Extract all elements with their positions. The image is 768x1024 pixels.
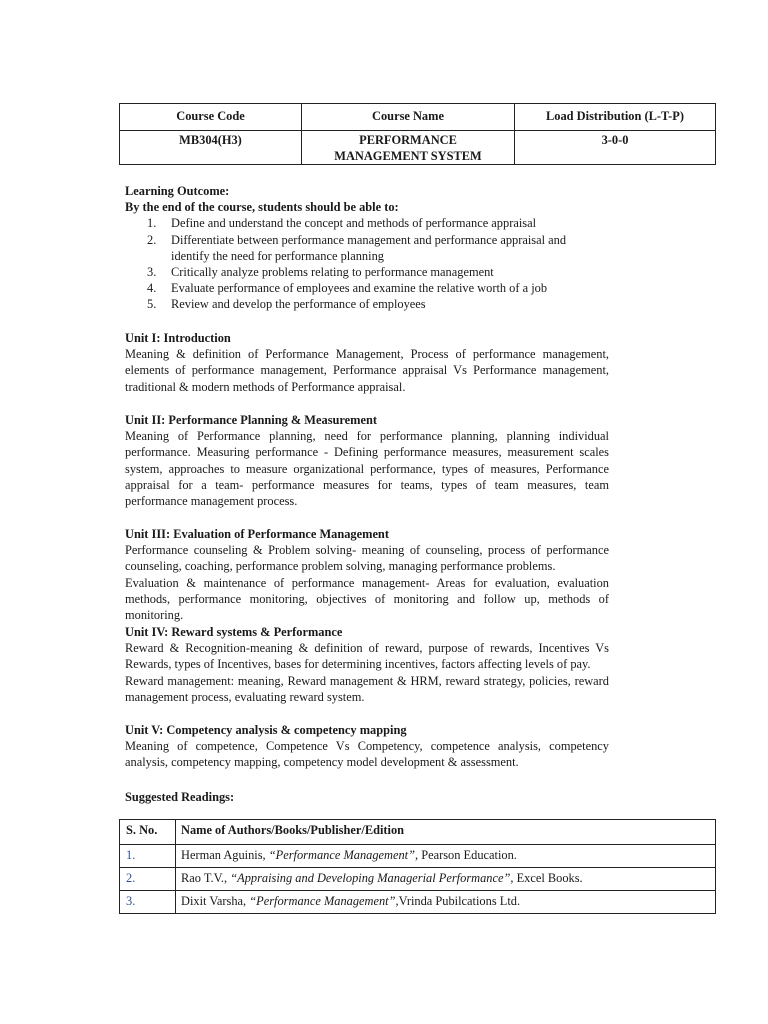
readings-table: [119, 819, 716, 914]
learning-outcome-list: [125, 215, 645, 312]
serial-number: 1.: [120, 845, 176, 868]
unit-title: Unit IV: Reward systems & Performance: [125, 625, 343, 639]
course-name-line-2: MANAGEMENT SYSTEM: [334, 149, 482, 164]
book-details-header: Name of Authors/Books/Publisher/Edition: [176, 820, 716, 845]
course-name-header: Course Name: [302, 104, 515, 131]
table-row: [120, 868, 716, 891]
list-item-text: Define and understand the concept and methods of performance appraisal: [171, 216, 537, 231]
unit-3-section: [125, 526, 609, 623]
course-code-header: Course Code: [120, 104, 302, 131]
list-item-text: Review and develop the performance of employees: [171, 297, 426, 312]
course-code-value: MB304(H3): [120, 131, 302, 165]
course-table-data-row: [120, 131, 716, 165]
serial-number: 2.: [120, 868, 176, 891]
table-row: [120, 845, 716, 868]
book-title: “Performance Management”,: [249, 894, 399, 908]
load-distribution-header: Load Distribution (L-T-P): [515, 104, 716, 131]
unit-title: Unit III: Evaluation of Performance Management: [125, 527, 389, 541]
unit-paragraph: Evaluation & maintenance of performance management- Areas for evaluation, evaluation methods, performance monitoring, objectives of monitoring and follow up, methods of monitoring.: [125, 575, 609, 623]
author: Rao T.V.,: [181, 871, 231, 885]
unit-paragraph: Reward management: meaning, Reward management & HRM, reward strategy, policies, reward management process, evaluating reward system.: [125, 673, 609, 704]
unit-paragraph: Meaning & definition of Performance Management, Process of performance management, elements of performance management, Performance appraisal Vs Performance management, traditional & modern methods of Performance appraisal.: [125, 347, 609, 394]
list-item: [125, 232, 601, 264]
suggested-readings-heading: Suggested Readings:: [125, 790, 235, 804]
book-title: “Performance Management”,: [268, 848, 419, 862]
unit-title: Unit II: Performance Planning & Measurement: [125, 413, 378, 427]
serial-number-header: S. No.: [120, 820, 176, 845]
load-distribution-value: 3-0-0: [515, 131, 716, 165]
unit-2-section: [125, 412, 609, 509]
table-row: [120, 891, 716, 914]
unit-4-section: [125, 624, 609, 705]
serial-number: 3.: [120, 891, 176, 914]
unit-5-section: [125, 722, 609, 771]
book-details: [176, 845, 716, 868]
publisher: Vrinda Pubilcations Ltd.: [398, 894, 521, 908]
list-item-number: 2.: [147, 232, 157, 247]
author: Dixit Varsha,: [181, 894, 250, 908]
course-name-line-1: PERFORMANCE: [359, 133, 457, 147]
unit-paragraph: Performance counseling & Problem solving- meaning of counseling, process of performance counseling, coaching, performance problem solving, managing performance problems.: [125, 543, 609, 574]
list-item-number: 1.: [147, 216, 157, 231]
list-item-number: 4.: [147, 281, 157, 296]
list-item-number: 3.: [147, 265, 157, 280]
unit-title: Unit I: Introduction: [125, 331, 231, 345]
list-item-text: Differentiate between performance management and performance appraisal and identify the need for performance planning: [171, 232, 567, 263]
readings-header-row: [120, 820, 716, 845]
course-table-header-row: [120, 104, 716, 131]
list-item-text: Critically analyze problems relating to performance management: [171, 265, 494, 280]
book-details: [176, 868, 716, 891]
unit-paragraph: Meaning of Performance planning, need for performance planning, planning individual performance. Measuring performance - Defining performance measures, measurement scales system, approaches to measure organizational performance, types of measures, Performance appraisal for a team- performance measures for teams, types of team measures, team performance management process.: [125, 429, 609, 509]
course-info-table: [119, 103, 716, 165]
list-item: [125, 264, 601, 280]
unit-1-section: [125, 330, 609, 395]
author: Herman Aguinis,: [181, 848, 269, 862]
book-details: [176, 891, 716, 914]
list-item: [125, 215, 601, 231]
unit-paragraph: Reward & Recognition-meaning & definition of reward, purpose of rewards, Incentives Vs Rewards, types of Incentives, bases for determining incentives, factors affecting levels of pay.: [125, 641, 609, 672]
list-item: [125, 296, 601, 312]
book-title: “Appraising and Developing Managerial Performance”,: [230, 871, 514, 885]
list-item-number: 5.: [147, 297, 157, 312]
list-item-text: Evaluate performance of employees and examine the relative worth of a job: [171, 281, 548, 296]
unit-paragraph: Meaning of competence, Competence Vs Competency, competence analysis, competency analysis, competency mapping, competency model development & assessment.: [125, 739, 609, 770]
learning-outcome-heading: Learning Outcome:: [125, 184, 230, 198]
course-name-value: [302, 131, 515, 165]
publisher: Excel Books.: [513, 871, 583, 885]
list-item: [125, 280, 601, 296]
learning-outcome-section: [125, 183, 645, 313]
learning-outcome-intro: By the end of the course, students should be able to:: [125, 200, 399, 215]
unit-title: Unit V: Competency analysis & competency mapping: [125, 723, 407, 737]
publisher: Pearson Education.: [418, 848, 517, 862]
